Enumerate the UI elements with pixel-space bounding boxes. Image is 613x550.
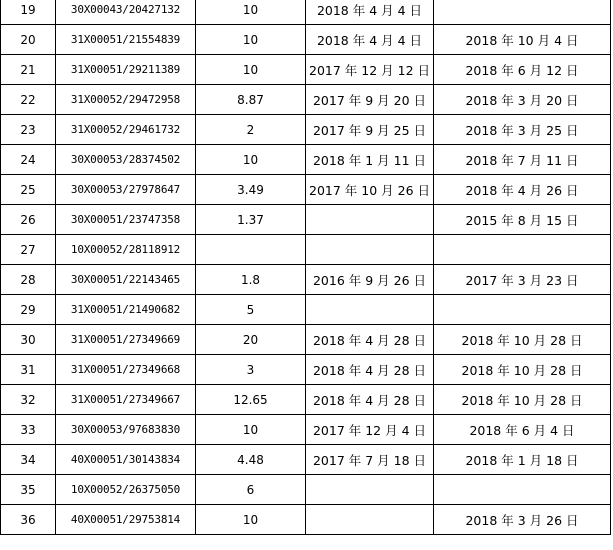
row-number-cell: 19	[1, 0, 56, 25]
row-number-cell: 30	[1, 325, 56, 355]
record-id-cell: 30X00043/20427132	[56, 0, 196, 25]
amount-cell: 10	[196, 0, 306, 25]
row-number-cell: 33	[1, 415, 56, 445]
record-id-cell: 31X00051/29211389	[56, 55, 196, 85]
record-id-cell: 30X00053/28374502	[56, 145, 196, 175]
end-date-cell: 2017 年 3 月 23 日	[434, 265, 611, 295]
row-number-cell: 36	[1, 505, 56, 535]
row-number-cell: 29	[1, 295, 56, 325]
amount-cell: 2	[196, 115, 306, 145]
table-row	[1, 385, 611, 415]
start-date-cell: 2018 年 4 月 4 日	[306, 0, 434, 25]
record-id-cell: 30X00053/97683830	[56, 415, 196, 445]
table-row	[1, 0, 611, 25]
end-date-cell: 2018 年 3 月 20 日	[434, 85, 611, 115]
table-row	[1, 205, 611, 235]
table-row	[1, 235, 611, 265]
start-date-cell	[306, 235, 434, 265]
row-number-cell: 31	[1, 355, 56, 385]
amount-cell: 4.48	[196, 445, 306, 475]
table-row	[1, 505, 611, 535]
record-id-cell: 40X00051/29753814	[56, 505, 196, 535]
start-date-cell: 2018 年 1 月 11 日	[306, 145, 434, 175]
end-date-cell: 2018 年 4 月 26 日	[434, 175, 611, 205]
end-date-cell: 2018 年 10 月 28 日	[434, 355, 611, 385]
record-id-cell: 30X00051/23747358	[56, 205, 196, 235]
amount-cell: 3	[196, 355, 306, 385]
record-id-cell: 31X00051/21554839	[56, 25, 196, 55]
end-date-cell: 2018 年 10 月 28 日	[434, 385, 611, 415]
start-date-cell	[306, 475, 434, 505]
record-id-cell: 31X00052/29472958	[56, 85, 196, 115]
row-number-cell: 27	[1, 235, 56, 265]
amount-cell: 8.87	[196, 85, 306, 115]
start-date-cell	[306, 505, 434, 535]
record-id-cell: 10X00052/28118912	[56, 235, 196, 265]
start-date-cell: 2018 年 4 月 28 日	[306, 385, 434, 415]
record-id-cell: 31X00051/27349669	[56, 325, 196, 355]
row-number-cell: 22	[1, 85, 56, 115]
record-id-cell: 40X00051/30143834	[56, 445, 196, 475]
amount-cell: 6	[196, 475, 306, 505]
record-id-cell: 30X00053/27978647	[56, 175, 196, 205]
row-number-cell: 20	[1, 25, 56, 55]
start-date-cell: 2017 年 9 月 20 日	[306, 85, 434, 115]
table-row	[1, 145, 611, 175]
table-row	[1, 265, 611, 295]
end-date-cell: 2018 年 1 月 18 日	[434, 445, 611, 475]
amount-cell: 10	[196, 25, 306, 55]
end-date-cell: 2018 年 6 月 12 日	[434, 55, 611, 85]
row-number-cell: 28	[1, 265, 56, 295]
amount-cell: 10	[196, 505, 306, 535]
row-number-cell: 26	[1, 205, 56, 235]
table-row	[1, 115, 611, 145]
table-row	[1, 85, 611, 115]
table-row	[1, 475, 611, 505]
end-date-cell	[434, 295, 611, 325]
start-date-cell	[306, 205, 434, 235]
row-number-cell: 23	[1, 115, 56, 145]
end-date-cell	[434, 475, 611, 505]
start-date-cell: 2017 年 7 月 18 日	[306, 445, 434, 475]
record-id-cell: 30X00051/22143465	[56, 265, 196, 295]
record-id-cell: 10X00052/26375050	[56, 475, 196, 505]
end-date-cell	[434, 235, 611, 265]
table-row	[1, 295, 611, 325]
end-date-cell: 2018 年 10 月 28 日	[434, 325, 611, 355]
table-row	[1, 55, 611, 85]
end-date-cell	[434, 0, 611, 25]
amount-cell: 20	[196, 325, 306, 355]
end-date-cell: 2018 年 3 月 26 日	[434, 505, 611, 535]
amount-cell: 1.8	[196, 265, 306, 295]
table-body	[1, 0, 611, 535]
table-row	[1, 25, 611, 55]
start-date-cell: 2017 年 12 月 12 日	[306, 55, 434, 85]
table-row	[1, 415, 611, 445]
end-date-cell: 2018 年 3 月 25 日	[434, 115, 611, 145]
start-date-cell: 2017 年 12 月 4 日	[306, 415, 434, 445]
record-id-cell: 31X00051/27349667	[56, 385, 196, 415]
amount-cell: 12.65	[196, 385, 306, 415]
amount-cell: 10	[196, 145, 306, 175]
row-number-cell: 25	[1, 175, 56, 205]
record-id-cell: 31X00052/29461732	[56, 115, 196, 145]
amount-cell: 10	[196, 415, 306, 445]
start-date-cell: 2017 年 9 月 25 日	[306, 115, 434, 145]
amount-cell: 1.37	[196, 205, 306, 235]
record-id-cell: 31X00051/27349668	[56, 355, 196, 385]
record-id-cell: 31X00051/21490682	[56, 295, 196, 325]
start-date-cell: 2018 年 4 月 4 日	[306, 25, 434, 55]
start-date-cell: 2018 年 4 月 28 日	[306, 325, 434, 355]
row-number-cell: 34	[1, 445, 56, 475]
amount-cell: 10	[196, 55, 306, 85]
row-number-cell: 32	[1, 385, 56, 415]
end-date-cell: 2015 年 8 月 15 日	[434, 205, 611, 235]
end-date-cell: 2018 年 10 月 4 日	[434, 25, 611, 55]
row-number-cell: 24	[1, 145, 56, 175]
amount-cell	[196, 235, 306, 265]
row-number-cell: 21	[1, 55, 56, 85]
table-row	[1, 445, 611, 475]
start-date-cell: 2016 年 9 月 26 日	[306, 265, 434, 295]
end-date-cell: 2018 年 6 月 4 日	[434, 415, 611, 445]
table-row	[1, 325, 611, 355]
amount-cell: 3.49	[196, 175, 306, 205]
start-date-cell: 2017 年 10 月 26 日	[306, 175, 434, 205]
row-number-cell: 35	[1, 475, 56, 505]
amount-cell: 5	[196, 295, 306, 325]
start-date-cell: 2018 年 4 月 28 日	[306, 355, 434, 385]
end-date-cell: 2018 年 7 月 11 日	[434, 145, 611, 175]
table-row	[1, 175, 611, 205]
table-row	[1, 355, 611, 385]
start-date-cell	[306, 295, 434, 325]
